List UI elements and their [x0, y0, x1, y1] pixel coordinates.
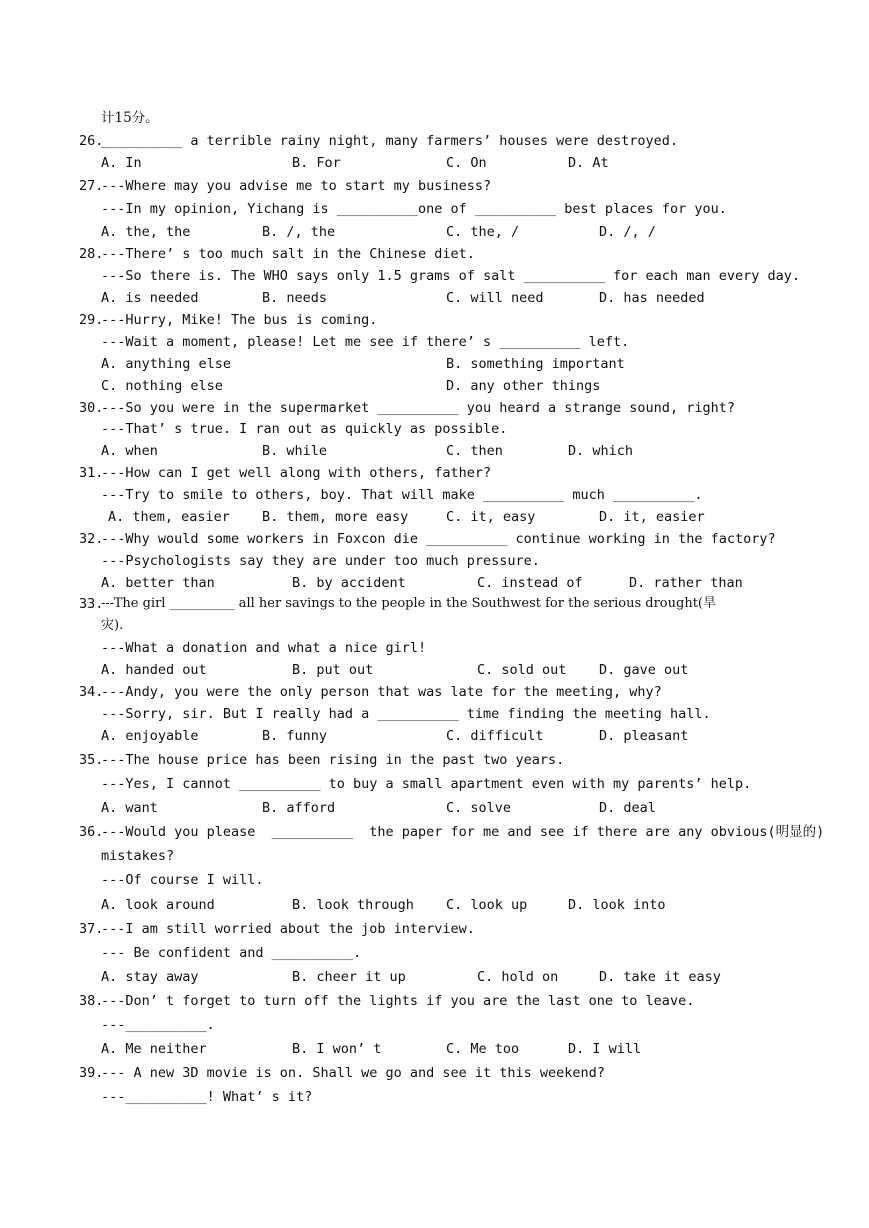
q34-option-d: D. pleasant: [599, 728, 689, 744]
question-26-stem: __________ a terrible rainy night, many farmers’ houses were destroyed.: [101, 133, 679, 149]
question-33-line-1: ---The girl __________ all her savings to the people in the Southwest for the serious drought(旱: [101, 596, 716, 611]
q33-option-a: A. handed out: [101, 662, 207, 678]
question-number-27: 27.: [79, 178, 104, 194]
q28-option-d: D. has needed: [599, 290, 705, 306]
q38-option-d: D. I will: [568, 1041, 642, 1057]
q27-option-b: B. /, the: [262, 224, 336, 240]
question-34-line-1: ---Andy, you were the only person that was late for the meeting, why?: [101, 684, 662, 700]
question-number-29: 29.: [79, 312, 104, 328]
q34-option-c: C. difficult: [446, 728, 544, 744]
question-34-line-2: ---Sorry, sir. But I really had a __________ time finding the meeting hall.: [101, 706, 711, 722]
question-32-line-1: ---Why would some workers in Foxcon die __________ continue working in the factory?: [101, 531, 776, 547]
q33-option-b: B. put out: [292, 662, 374, 678]
q27-option-a: A. the, the: [101, 224, 191, 240]
question-number-33: 33.: [79, 596, 104, 612]
question-27-line-1: ---Where may you advise me to start my business?: [101, 178, 492, 194]
section-note: 计15分。: [101, 110, 159, 126]
q36-option-d: D. look into: [568, 897, 666, 913]
question-29-line-2: ---Wait a moment, please! Let me see if there’ s __________ left.: [101, 334, 630, 350]
question-number-35: 35.: [79, 752, 104, 768]
q30-option-d: D. which: [568, 443, 634, 459]
q31-option-a: A. them, easier: [108, 509, 230, 525]
q29-option-a: A. anything else: [101, 356, 232, 372]
question-27-line-2: ---In my opinion, Yichang is __________one of __________ best places for you.: [101, 201, 727, 217]
q32-option-b: B. by accident: [292, 575, 406, 591]
q35-option-c: C. solve: [446, 800, 512, 816]
q35-option-d: D. deal: [599, 800, 656, 816]
q37-option-c: C. hold on: [477, 969, 559, 985]
q35-option-a: A. want: [101, 800, 158, 816]
q30-option-b: B. while: [262, 443, 328, 459]
question-36-line-1: ---Would you please __________ the paper for me and see if there are any obvious(明显的): [101, 824, 825, 840]
question-number-26: 26.: [79, 133, 104, 149]
q28-option-c: C. will need: [446, 290, 544, 306]
question-38-line-1: ---Don’ t forget to turn off the lights if you are the last one to leave.: [101, 993, 695, 1009]
q32-option-a: A. better than: [101, 575, 215, 591]
q33-option-c: C. sold out: [477, 662, 567, 678]
q26-option-b: B. For: [292, 155, 341, 171]
q33-option-d: D. gave out: [599, 662, 689, 678]
q37-option-a: A. stay away: [101, 969, 199, 985]
q38-option-c: C. Me too: [446, 1041, 520, 1057]
question-28-line-2: ---So there is. The WHO says only 1.5 grams of salt __________ for each man every day.: [101, 268, 800, 284]
q27-option-d: D. /, /: [599, 224, 656, 240]
q26-option-c: C. On: [446, 155, 487, 171]
q29-option-b: B. something important: [446, 356, 625, 372]
question-36-line-2: mistakes?: [101, 848, 175, 864]
question-number-37: 37.: [79, 921, 104, 937]
q38-option-b: B. I won’ t: [292, 1041, 382, 1057]
q31-option-c: C. it, easy: [446, 509, 536, 525]
q38-option-a: A. Me neither: [101, 1041, 207, 1057]
q26-option-a: A. In: [101, 155, 142, 171]
q26-option-d: D. At: [568, 155, 609, 171]
question-35-line-1: ---The house price has been rising in the past two years.: [101, 752, 565, 768]
q29-option-d: D. any other things: [446, 378, 601, 394]
question-39-line-2: ---__________! What’ s it?: [101, 1089, 313, 1105]
q30-option-c: C. then: [446, 443, 503, 459]
question-number-39: 39.: [79, 1065, 104, 1081]
q28-option-a: A. is needed: [101, 290, 199, 306]
q31-option-b: B. them, more easy: [262, 509, 409, 525]
question-37-line-1: ---I am still worried about the job interview.: [101, 921, 475, 937]
question-number-28: 28.: [79, 246, 104, 262]
question-number-38: 38.: [79, 993, 104, 1009]
q34-option-b: B. funny: [262, 728, 328, 744]
q35-option-b: B. afford: [262, 800, 336, 816]
q27-option-c: C. the, /: [446, 224, 520, 240]
question-35-line-2: ---Yes, I cannot __________ to buy a small apartment even with my parents’ help.: [101, 776, 752, 792]
question-30-line-1: ---So you were in the supermarket __________ you heard a strange sound, right?: [101, 400, 735, 416]
question-28-line-1: ---There’ s too much salt in the Chinese diet.: [101, 246, 475, 262]
question-37-line-2: --- Be confident and __________.: [101, 945, 362, 961]
q36-option-b: B. look through: [292, 897, 414, 913]
question-number-32: 32.: [79, 531, 104, 547]
q34-option-a: A. enjoyable: [101, 728, 199, 744]
question-29-line-1: ---Hurry, Mike! The bus is coming.: [101, 312, 378, 328]
q32-option-d: D. rather than: [629, 575, 743, 591]
question-number-36: 36.: [79, 824, 104, 840]
question-32-line-2: ---Psychologists say they are under too much pressure.: [101, 553, 540, 569]
q29-option-c: C. nothing else: [101, 378, 223, 394]
question-30-line-2: ---That’ s true. I ran out as quickly as possible.: [101, 421, 508, 437]
q32-option-c: C. instead of: [477, 575, 583, 591]
question-39-line-1: --- A new 3D movie is on. Shall we go and see it this weekend?: [101, 1065, 605, 1081]
question-31-line-1: ---How can I get well along with others, father?: [101, 465, 492, 481]
question-number-34: 34.: [79, 684, 104, 700]
q31-option-d: D. it, easier: [599, 509, 705, 525]
q37-option-d: D. take it easy: [599, 969, 721, 985]
q28-option-b: B. needs: [262, 290, 328, 306]
question-33-line-3: ---What a donation and what a nice girl!: [101, 640, 427, 656]
question-number-31: 31.: [79, 465, 104, 481]
question-38-line-2: ---__________.: [101, 1017, 215, 1033]
q37-option-b: B. cheer it up: [292, 969, 406, 985]
q30-option-a: A. when: [101, 443, 158, 459]
question-number-30: 30.: [79, 400, 104, 416]
q36-option-c: C. look up: [446, 897, 528, 913]
q36-option-a: A. look around: [101, 897, 215, 913]
question-33-line-2: 灾).: [101, 618, 124, 633]
question-31-line-2: ---Try to smile to others, boy. That will make __________ much __________.: [101, 487, 703, 503]
question-36-line-3: ---Of course I will.: [101, 872, 264, 888]
